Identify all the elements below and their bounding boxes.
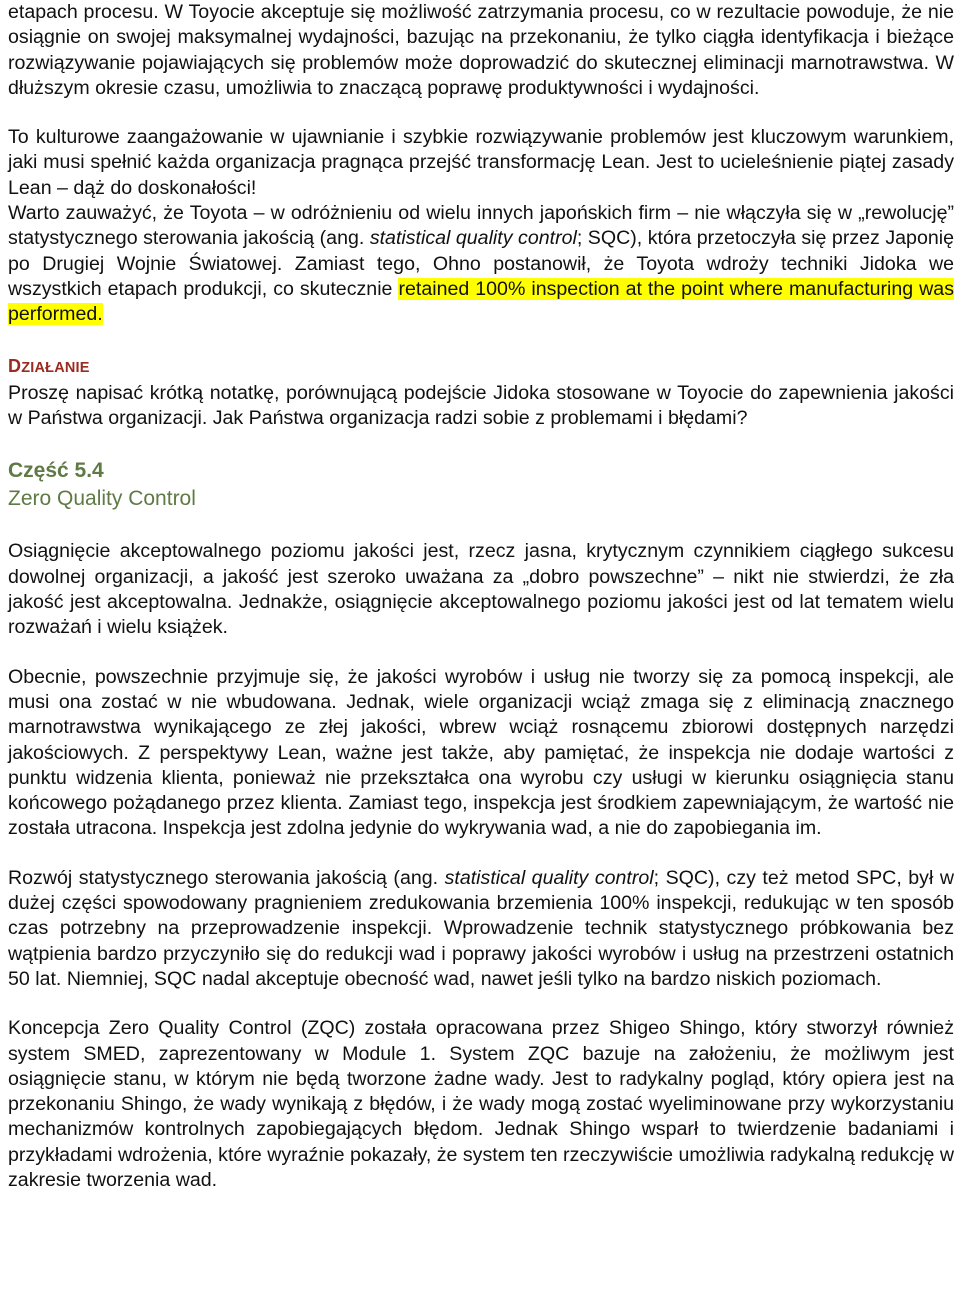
paragraph-sqc-development <box>8 866 954 992</box>
action-heading <box>8 354 954 381</box>
paragraph-toyota-sqc-part-a: Warto zauważyć, że Toyota – w odróżnieniu od wielu innych japońskich firm – nie włączyła się w „rewolucję” statystycznego sterowania jakością (ang. <box>8 202 954 250</box>
part-title: Część 5.4 <box>8 459 104 483</box>
action-heading-initial: D <box>8 355 22 376</box>
paragraph-toyota-stop-process: etapach procesu. W Toyocie akceptuje się możliwość zatrzymania procesu, co w rezultacie powoduje, że nie osiągnie on swojej maksymalnej wydajności, bazując na przekonaniu, że tylko ciągła identyfikacja i bieżące rozwiązywanie pojawiających się problemów może doprowadzić do skutecznej eliminacji marnotrawstwa. W dłuższym okresie czasu, umożliwia to znaczącą poprawę produktywności i wydajności. <box>8 1 954 99</box>
paragraph-toyota-sqc-part-b: ; SQC), która przetoczyła się przez Japonię po Drugiej Wojnie Światowej. Zamiast tego, Ohno postanowił, że Toyota wdroży techniki Jidoka we wszystkich etapach produkcji, co skutecznie <box>8 227 954 300</box>
paragraph-sqc-part-b: ; SQC), czy też metod SPC, był w dużej części spowodowany pragnieniem zredukowania brzemienia 100% inspekcji, redukując w ten sposób czas potrzebny na przeprowadzenie inspekcji. Wprowadzenie technik statystycznego próbkowania bez wątpienia bardzo przyczyniło się do redukcji wad i poprawy jakości wyrobów i usług na przestrzeni ostatnich 50 lat. Niemniej, SQC nadal akceptuje obecność wad, nawet jeśli tylko na bardzo niskich poziomach. <box>8 866 954 990</box>
part-subtitle: Zero Quality Control <box>8 487 196 511</box>
paragraph-sqc-part-a: Rozwój statystycznego sterowania jakością (ang. <box>8 866 445 889</box>
paragraph-cultural-commitment: To kulturowe zaangażowanie w ujawnianie i szybkie rozwiązywanie problemów jest kluczowym warunkiem, jaki musi spełnić każda organizacja pragnąca przejść transformację Lean. Jest to ucieleśnienie piątej zasady Lean – dąż do doskonałości! <box>8 126 954 199</box>
term-statistical-quality-control: statistical quality control <box>369 227 577 250</box>
document-page <box>8 0 954 1193</box>
paragraph-zqc-concept: Koncepcja Zero Quality Control (ZQC) została opracowana przez Shigeo Shingo, który stworzył również system SMED, zaprezentowany w Module 1. System ZQC bazuje na założeniu, że możliwym jest osiągnięcie stanu, w którym nie będą tworzone żadne wady. Jest to radykalny pogląd, który opiera jest na przekonaniu Shingo, że wady wynikają z błędów, i że wady mogą zostać wyeliminowane przy wykorzystaniu mechanizmów kontrolnych zapobiegających błędom. Jednak Shingo wsparł to twierdzenie badaniami i przykładami wdrożenia, które wyraźnie pokazały, że system ten rzeczywiście umożliwia radykalną redukcję w zakresie tworzenia wad. <box>8 1017 954 1191</box>
highlighted-english-text: retained 100% inspection at the point where manufacturing was performed. <box>8 277 954 326</box>
paragraph-action-task: Proszę napisać krótką notatkę, porównującą podejście Jidoka stosowane w Toyocie do zapewnienia jakości w Państwa organizacji. Jak Państwa organizacja radzi sobie z problemami i błędami? <box>8 381 954 430</box>
paragraph-inspection: Obecnie, powszechnie przyjmuje się, że jakości wyrobów i usług nie tworzy się za pomocą inspekcji, ale musi ona zostać w nie wbudowana. Jednak, wiele organizacji wciąż zmaga się z eliminacją znacznego marnotrawstwa wynikającego ze złej jakości, wbrew wciąż rosnącemu zbiorowi dostępnych narzędzi jakościowych. Z perspektywy Lean, ważne jest także, aby pamiętać, że inspekcja nie dodaje wartości z punktu widzenia klienta, ponieważ nie przekształca ona wyrobu czy usługi w kierunku osiągnięcia stanu końcowego pożądanego przez klienta. Zamiast tego, inspekcja jest środkiem zapewniającym, że wartość nie została utracona. Inspekcja jest zdolna jedynie do wykrywania wad, a nie do zapobiegania im. <box>8 665 954 840</box>
paragraph-acceptable-quality: Osiągnięcie akceptowalnego poziomu jakości jest, rzecz jasna, krytycznym czynnikiem ciągłego sukcesu dowolnej organizacji, a jakość jest szeroko uważana za „dobro powszechne” – nikt nie stwierdzi, że zła jakość jest akceptowalna. Jednakże, osiągnięcie akceptowalnego poziomu jakości jest od lat tematem wielu rozważań i wielu książek. <box>8 540 954 639</box>
term-statistical-quality-control-2: statistical quality control <box>444 866 654 889</box>
action-heading-rest: ZIAŁANIE <box>21 359 90 376</box>
paragraph-toyota-sqc <box>8 201 954 327</box>
